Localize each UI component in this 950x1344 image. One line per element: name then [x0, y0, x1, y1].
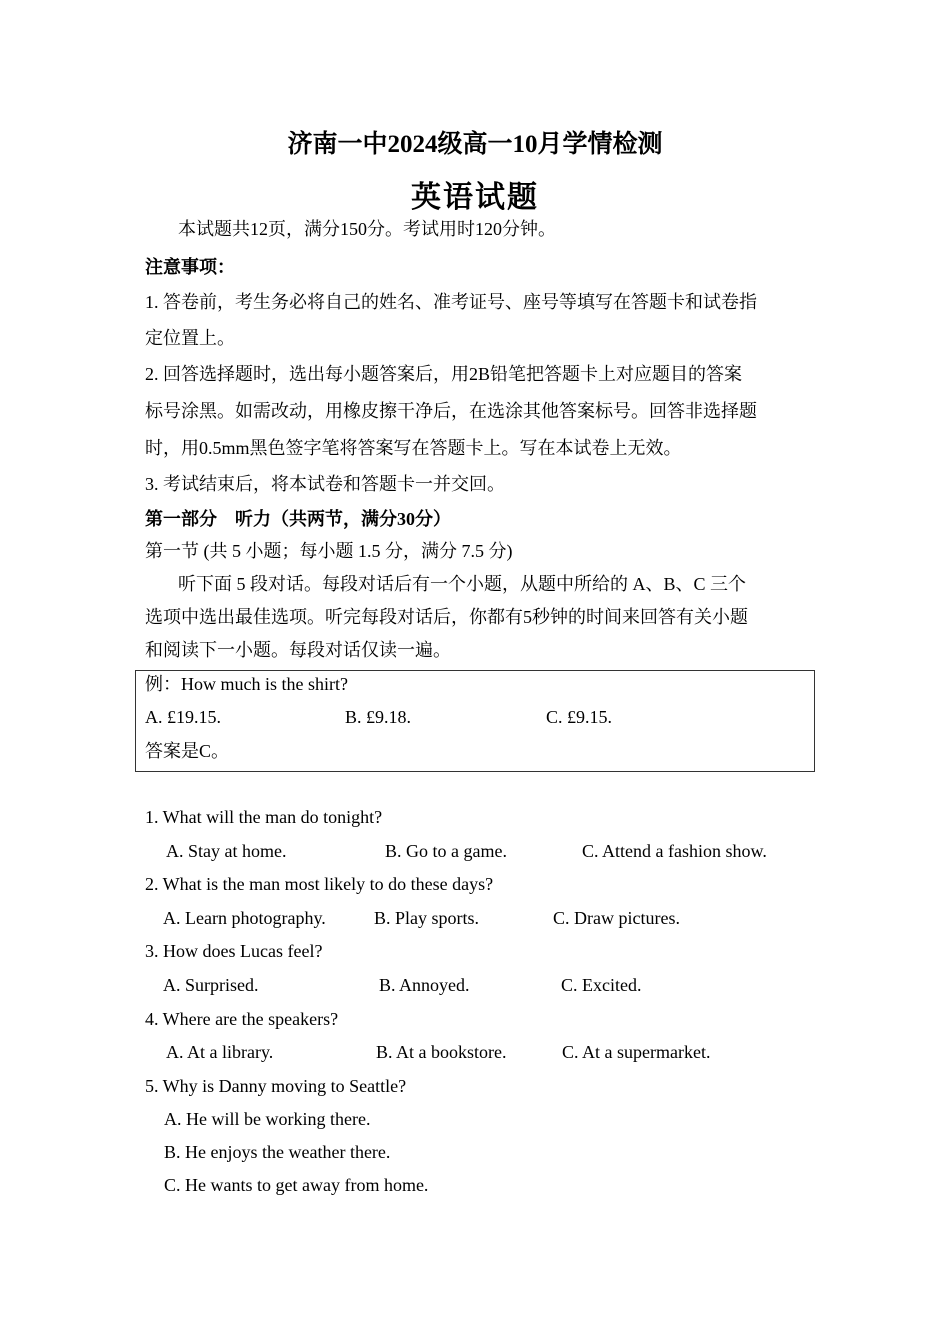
notes-heading: 注意事项：	[145, 257, 235, 277]
example-question: 例：How much is the shirt?	[145, 674, 348, 694]
option-a: A. Surprised.	[163, 975, 259, 995]
option-c: C. Attend a fashion show.	[582, 841, 767, 861]
option-a: A. Stay at home.	[166, 841, 287, 861]
instruction-line: 选项中选出最佳选项。听完每段对话后，你都有5秒钟的时间来回答有关小题	[145, 607, 748, 627]
example-option-b: B. £9.18.	[345, 707, 412, 727]
exam-title: 济南一中2024级高一10月学情检测	[287, 131, 663, 158]
option-a: A. At a library.	[166, 1042, 274, 1062]
option-c: C. Excited.	[561, 975, 642, 995]
note-line: 1. 答卷前，考生务必将自己的姓名、准考证号、座号等填写在答题卡和试卷指	[145, 292, 757, 312]
question-5: 5. Why is Danny moving to Seattle?	[145, 1076, 407, 1096]
note-line: 时，用0.5mm黑色签字笔将答案写在答题卡上。写在本试卷上无效。	[145, 438, 682, 458]
question-2: 2. What is the man most likely to do these days?	[145, 874, 494, 894]
note-line: 定位置上。	[145, 328, 235, 348]
option-c: C. He wants to get away from home.	[164, 1175, 429, 1195]
note-line: 3. 考试结束后，将本试卷和答题卡一并交回。	[145, 474, 505, 494]
option-c: C. At a supermarket.	[562, 1042, 711, 1062]
option-a: A. Learn photography.	[163, 908, 326, 928]
option-b: B. At a bookstore.	[376, 1042, 507, 1062]
question-1: 1. What will the man do tonight?	[145, 807, 383, 827]
option-b: B. He enjoys the weather there.	[164, 1142, 391, 1162]
part-heading: 第一部分 听力（共两节，满分30分）	[145, 509, 451, 529]
note-line: 标号涂黑。如需改动，用橡皮擦干净后，在选涂其他答案标号。回答非选择题	[145, 401, 757, 421]
option-b: B. Go to a game.	[385, 841, 507, 861]
option-b: B. Play sports.	[374, 908, 480, 928]
exam-intro: 本试题共12页，满分150分。考试用时120分钟。	[178, 219, 556, 239]
example-option-a: A. £19.15.	[145, 707, 221, 727]
example-option-c: C. £9.15.	[546, 707, 613, 727]
note-line: 2. 回答选择题时，选出每小题答案后，用2B铅笔把答题卡上对应题目的答案	[145, 364, 743, 384]
instruction-line: 和阅读下一小题。每段对话仅读一遍。	[145, 640, 451, 660]
example-answer: 答案是C。	[145, 741, 230, 761]
question-4: 4. Where are the speakers?	[145, 1009, 339, 1029]
option-b: B. Annoyed.	[379, 975, 470, 995]
section-heading: 第一节 (共 5 小题；每小题 1.5 分，满分 7.5 分)	[145, 541, 513, 561]
option-c: C. Draw pictures.	[553, 908, 680, 928]
instruction-line: 听下面 5 段对话。每段对话后有一个小题，从题中所给的 A、B、C 三个	[178, 574, 747, 594]
question-3: 3. How does Lucas feel?	[145, 941, 323, 961]
option-a: A. He will be working there.	[164, 1109, 371, 1129]
subject-title: 英语试题	[411, 181, 539, 214]
